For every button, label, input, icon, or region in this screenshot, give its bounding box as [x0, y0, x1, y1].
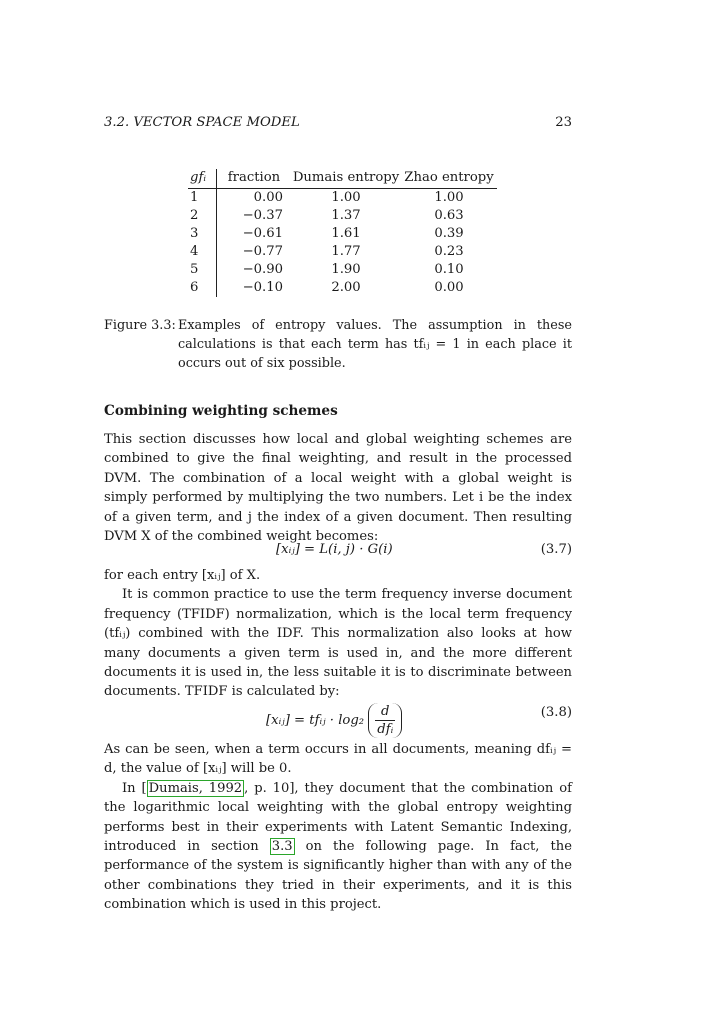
paragraph-body: It is common practice to use the term frequency inverse document frequency (TFIDF) normalization, which is the local term frequency (tfᵢⱼ) combined with the IDF. This normalization also looks at how many documents a given term is used in, and the more different documents it is used in, the less suitable it is to discriminate between documents. TFIDF is calculated by: — [104, 587, 572, 700]
table-cell: 1.37 — [331, 208, 361, 223]
table-cell: 0.00 — [253, 190, 283, 205]
paragraph-intro: This section discusses how local and global weighting schemes are combined to give the final weighting, and result in the processed DVM. The combination of a local weight with a global weight is simply performed by multiplying the two numbers. Let i be the index of a given term, and j the index of a given document. Then resulting DVM X of the combined weight becomes: — [104, 432, 572, 545]
table-cell: 0.23 — [434, 244, 464, 259]
table-cell: 4 — [188, 243, 217, 261]
column-header: Dumais entropy — [291, 169, 401, 189]
table-row — [188, 279, 497, 297]
table-header-row — [188, 169, 497, 189]
table-cell: −0.10 — [242, 280, 283, 295]
section-heading: Combining weighting schemes — [104, 403, 338, 419]
page-number: 23 — [555, 115, 572, 130]
equation-number: (3.7) — [540, 542, 572, 557]
column-header: gfᵢ — [188, 169, 217, 189]
equation-formula: [xᵢⱼ] = L(i, j) · G(i) — [276, 542, 393, 557]
table-cell: 3 — [188, 225, 217, 243]
table-cell: 5 — [188, 261, 217, 279]
table-row — [188, 189, 497, 208]
fraction-denominator: dfᵢ — [377, 722, 394, 737]
table-row — [188, 243, 497, 261]
table-cell: 1 — [188, 189, 217, 208]
table-cell: 1.61 — [331, 226, 361, 241]
table-row — [188, 261, 497, 279]
paragraph-lead: for each entry [xᵢⱼ] of X. — [104, 568, 261, 583]
fraction — [368, 703, 402, 738]
table-cell: 0.10 — [434, 262, 464, 277]
table-cell: 1.00 — [434, 190, 464, 205]
table-cell: 1.77 — [331, 244, 361, 259]
table-cell: 2 — [188, 207, 217, 225]
table-cell: −0.77 — [242, 244, 283, 259]
caption-text: Examples of entropy values. The assumption in these calculations is that each term has tfᵢⱼ = 1 in each place it occurs out of six possible. — [178, 318, 572, 371]
table-cell: 1.00 — [331, 190, 361, 205]
table-cell: −0.61 — [242, 226, 283, 241]
text-span: on the following page. In fact, the performance of the system is significantly higher than with any of the other combinations they tried in their experiments, and it is this combination which is used in this project. — [104, 839, 572, 913]
running-header — [104, 113, 572, 133]
table-row — [188, 225, 497, 243]
table-cell: 2.00 — [331, 280, 361, 295]
text-span: In [ — [122, 780, 147, 796]
table-cell: −0.90 — [242, 262, 283, 277]
table-cell: 1.90 — [331, 262, 361, 277]
table-row — [188, 207, 497, 225]
table-cell: 6 — [188, 279, 217, 297]
paragraph-lead: As can be seen, when a term occurs in all documents, meaning dfᵢⱼ = d, the value of [xᵢⱼ] will be 0. — [104, 742, 572, 777]
citation-link[interactable]: Dumais, 1992 — [148, 780, 243, 796]
equation-number: (3.8) — [540, 705, 572, 720]
equation-3-8 — [104, 688, 572, 736]
entropy-table — [188, 169, 497, 297]
fraction-numerator: d — [375, 703, 395, 721]
equation-formula — [266, 703, 402, 738]
column-header: fraction — [217, 169, 292, 189]
caption-label: Figure 3.3: — [104, 318, 176, 333]
table-cell: 0.39 — [434, 226, 464, 241]
table-cell: 0.63 — [434, 208, 464, 223]
section-ref-link[interactable]: 3.3 — [271, 839, 293, 855]
text-span: , p. 10], they document that the combination of the logarithmic local weighting with the global entropy weighting performs best in their experiments with Latent Semantic Indexing, introduced in section — [104, 780, 572, 855]
table-cell: 0.00 — [434, 280, 464, 295]
equation-lhs: [xᵢⱼ] = tfᵢⱼ · log₂ — [266, 713, 365, 728]
paragraph-tfidf — [104, 566, 572, 702]
column-header: Zhao entropy — [401, 169, 497, 189]
table-cell: −0.37 — [242, 208, 283, 223]
paragraph-conclusion — [104, 740, 572, 915]
section-title: 3.2. VECTOR SPACE MODEL — [104, 115, 300, 130]
figure-caption — [104, 316, 572, 373]
equation-3-7 — [104, 540, 572, 560]
